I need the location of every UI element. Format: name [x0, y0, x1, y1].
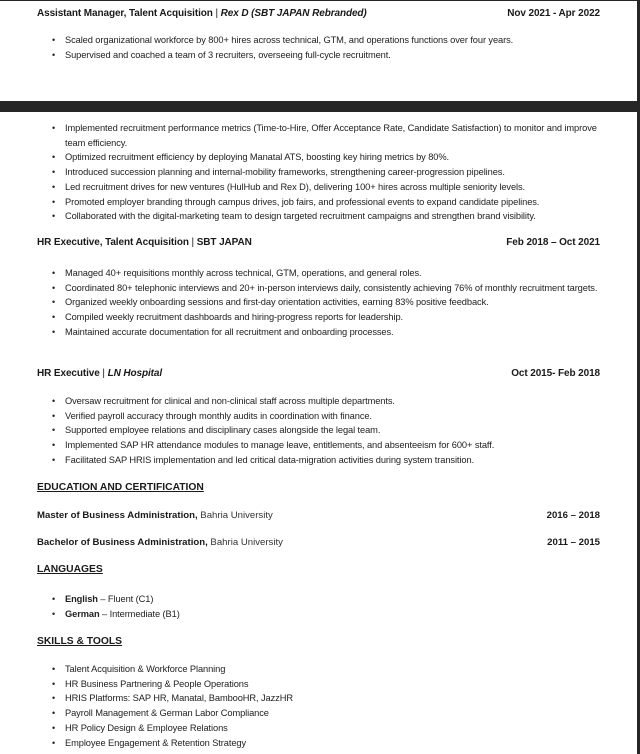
job-bullets [52, 394, 612, 468]
skill-item: • Employee Engagement & Retention Strategy [52, 736, 612, 751]
bullet-item: • Promoted employer branding through campus drives, job fairs, and professional events to expand candidate pipelines. [52, 195, 612, 210]
job-header [37, 368, 600, 379]
school: Bahria University [207, 537, 283, 548]
bullet-item: • Implemented recruitment performance metrics (Time-to-Hire, Offer Acceptance Rate, Candidate Satisfaction) to monitor and improve team efficiency. [52, 121, 612, 150]
education-dates: 2011 – 2015 [547, 537, 600, 548]
education-dates: 2016 – 2018 [546, 510, 600, 521]
section-heading-education: EDUCATION AND CERTIFICATION [37, 482, 204, 493]
document-page-1 [0, 1, 637, 101]
document-page-2 [0, 112, 637, 754]
job-header [37, 8, 600, 19]
job-company: SBT JAPAN [196, 237, 252, 248]
job-bullets [52, 266, 612, 340]
bullet-item: • Collaborated with the digital-marketing team to design targeted recruitment campaigns and strengthen brand visibility. [52, 209, 612, 224]
skill-item: • HR Policy Design & Employee Relations [52, 721, 612, 736]
job-bullets [52, 33, 612, 62]
bullet-item: • Supervised and coached a team of 3 recruiters, overseeing full-cycle recruitment. [52, 48, 612, 63]
bullet-item: • Maintained accurate documentation for all recruitment and onboarding processes. [52, 325, 612, 340]
skills-list [52, 662, 612, 750]
job-separator: | [212, 8, 221, 19]
language-name: English [65, 594, 98, 604]
job-title: HR Executive [37, 368, 100, 379]
education-item [37, 537, 600, 548]
skill-item: • Payroll Management & German Labor Compliance [52, 706, 612, 721]
languages-list [52, 592, 612, 621]
bullet-item: • Organized weekly onboarding sessions and first-day orientation activities, earning 83% positive feedback. [52, 295, 612, 310]
job-company: LN Hospital [107, 368, 163, 379]
language-level: – Fluent (C1) [97, 594, 154, 604]
bullet-item: • Introduced succession planning and internal-mobility frameworks, strengthening career-progression pipelines. [52, 165, 612, 180]
degree: Master of Business Administration, [37, 510, 198, 521]
skill-item: • HR Business Partnering & People Operations [52, 677, 612, 692]
section-heading-languages: LANGUAGES [37, 564, 103, 575]
job-header [37, 237, 600, 248]
bullet-item: • Optimized recruitment efficiency by deploying Manatal ATS, boosting key hiring metrics by 80%. [52, 150, 612, 165]
bullet-item: • Oversaw recruitment for clinical and non-clinical staff across multiple departments. [52, 394, 612, 409]
section-heading-skills: SKILLS & TOOLS [37, 636, 123, 647]
degree: Bachelor of Business Administration, [37, 537, 208, 548]
job-dates: Nov 2021 - Apr 2022 [507, 8, 600, 19]
bullet-item: • Scaled organizational workforce by 800+ hires across technical, GTM, and operations functions over four years. [52, 33, 612, 48]
job-separator: | [188, 237, 197, 248]
job-bullets-continued [52, 121, 612, 224]
bullet-item: • Verified payroll accuracy through monthly audits in coordination with finance. [52, 409, 612, 424]
bullet-item: • Facilitated SAP HRIS implementation and led critical data-migration activities during system transition. [52, 453, 612, 468]
bullet-item: • Managed 40+ requisitions monthly across technical, GTM, operations, and general roles. [52, 266, 612, 281]
bullet-item: • Coordinated 80+ telephonic interviews and 20+ in-person interviews daily, consistently achieving 76% of monthly recruitment targets. [52, 281, 612, 296]
job-separator: | [99, 368, 108, 379]
bullet-item: • Implemented SAP HR attendance modules to manage leave, entitlements, and absenteeism for 600+ staff. [52, 438, 612, 453]
language-name: German [65, 608, 100, 619]
job-company: Rex D (SBT JAPAN Rebranded) [220, 8, 367, 19]
bullet-item: • Led recruitment drives for new ventures (HulHub and Rex D), delivering 100+ hires across multiple seniority levels. [52, 180, 612, 195]
education-item [37, 510, 600, 521]
bullet-item: • Supported employee relations and disciplinary cases alongside the legal team. [52, 423, 612, 438]
language-item [52, 592, 612, 607]
bullet-item: • Compiled weekly recruitment dashboards and hiring-progress reports for leadership. [52, 310, 612, 325]
skill-item: • HRIS Platforms: SAP HR, Manatal, BambooHR, JazzHR [52, 691, 612, 706]
school: Bahria University [197, 510, 273, 521]
job-dates: Feb 2018 – Oct 2021 [506, 237, 600, 248]
job-dates: Oct 2015- Feb 2018 [511, 368, 600, 379]
language-item [52, 607, 612, 622]
job-title: HR Executive, Talent Acquisition [37, 237, 189, 248]
job-title: Assistant Manager, Talent Acquisition [37, 8, 213, 19]
language-level: – Intermediate (B1) [99, 608, 180, 619]
skill-item: • Talent Acquisition & Workforce Planning [52, 662, 612, 677]
